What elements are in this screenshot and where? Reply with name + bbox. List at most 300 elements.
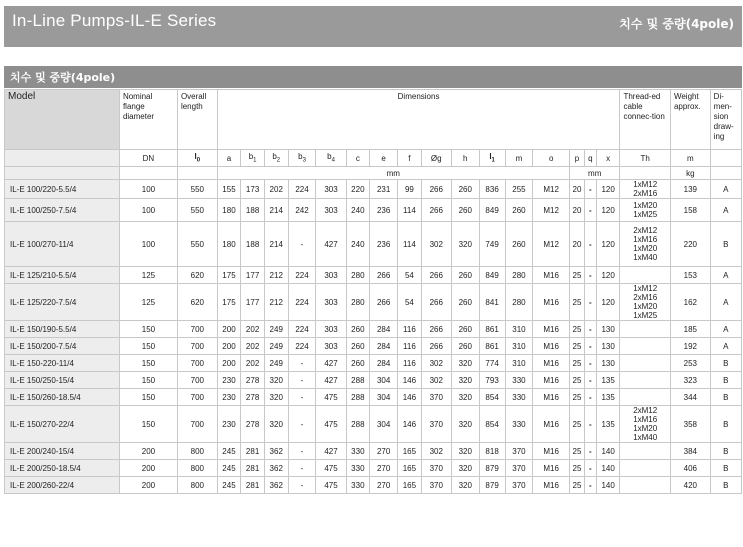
table-cell: 370 [505,477,533,494]
cell-model: IL-E 150/260-18.5/4 [5,389,120,406]
table-row [5,199,742,222]
table-cell: 150 [119,321,177,338]
table-cell: 25 [569,389,584,406]
sub-o: o [533,150,570,167]
table-cell: 861 [479,321,505,338]
table-cell: - [584,406,596,443]
table-cell: 25 [569,372,584,389]
table-cell: 185 [670,321,710,338]
table-cell: M16 [533,443,570,460]
subheader-row [5,150,742,167]
table-cell: 20 [569,199,584,222]
table-cell: 165 [398,477,422,494]
section-bar [4,66,742,88]
table-cell: 242 [288,199,316,222]
table-cell: 260 [451,199,479,222]
sub-dn: DN [119,150,177,167]
table-cell: 249 [264,338,288,355]
table-cell: 135 [596,372,620,389]
sub-c: c [346,150,370,167]
table-cell: 330 [346,477,370,494]
table-cell: 266 [421,180,451,199]
table-cell: 150 [119,389,177,406]
table-cell: 114 [398,199,422,222]
table-cell: 260 [346,355,370,372]
table-cell: 854 [479,406,505,443]
table-cell: 320 [451,460,479,477]
table-cell: 20 [569,180,584,199]
table-cell: 175 [217,284,241,321]
dimension-table [4,89,742,494]
page-title: In-Line Pumps-IL-E Series [12,11,217,30]
table-cell: 427 [316,355,346,372]
table-cell: 278 [241,406,265,443]
table-cell: 212 [264,284,288,321]
table-cell: 212 [264,267,288,284]
table-cell: 800 [177,460,217,477]
table-cell: 116 [398,355,422,372]
table-cell: - [288,355,316,372]
sub-g: Øg [421,150,451,167]
table-row [5,284,742,321]
table-cell: 330 [346,443,370,460]
cell-model: IL-E 100/220-5.5/4 [5,180,120,199]
table-cell: 255 [505,180,533,199]
table-cell [620,477,670,494]
table-cell: 550 [177,222,217,267]
table-cell [620,355,670,372]
units-dn-blank [119,167,177,180]
table-cell: 236 [370,222,398,267]
table-cell: 173 [241,180,265,199]
table-cell: 284 [370,321,398,338]
table-cell: 310 [505,321,533,338]
table-cell: 1xM20 1xM25 [620,199,670,222]
table-row [5,267,742,284]
table-cell: 700 [177,372,217,389]
table-row [5,406,742,443]
table-cell: 406 [670,460,710,477]
table-cell: 700 [177,406,217,443]
cell-model: IL-E 200/250-18.5/4 [5,460,120,477]
table-cell: 344 [670,389,710,406]
table-cell: 188 [241,222,265,267]
table-cell: 25 [569,355,584,372]
table-cell: 302 [421,222,451,267]
table-cell: 266 [421,321,451,338]
table-cell: B [710,443,741,460]
table-row [5,180,742,199]
table-cell: M16 [533,338,570,355]
section-title: 치수 및 중량(4pole) [10,71,116,84]
table-cell: 288 [346,372,370,389]
units-l0-blank [177,167,217,180]
table-cell: 284 [370,338,398,355]
table-cell: 220 [670,222,710,267]
table-cell [620,389,670,406]
table-cell: 320 [451,406,479,443]
page-header [4,6,742,47]
table-cell: 849 [479,267,505,284]
table-cell: 303 [316,267,346,284]
table-cell: 150 [119,338,177,355]
table-cell: 25 [569,477,584,494]
table-cell: 120 [596,267,620,284]
table-cell: B [710,222,741,267]
table-cell: - [584,338,596,355]
table-cell: 281 [241,443,265,460]
table-cell: 224 [288,284,316,321]
table-cell: 879 [479,460,505,477]
table-cell: 165 [398,460,422,477]
units-mm: mm [217,167,569,180]
col-dimensions: Dimensions [217,90,620,150]
table-cell: B [710,372,741,389]
table-cell: 120 [596,284,620,321]
table-cell: 175 [217,267,241,284]
table-cell: 54 [398,284,422,321]
table-cell: 150 [119,355,177,372]
table-cell: A [710,199,741,222]
table-cell: 427 [316,222,346,267]
sub-b2: $b_2$ [264,150,288,167]
cell-model: IL-E 100/270-11/4 [5,222,120,267]
cell-model: IL-E 150/270-22/4 [5,406,120,443]
table-cell: 202 [241,338,265,355]
table-cell: 100 [119,222,177,267]
table-cell: 278 [241,372,265,389]
table-cell: 266 [421,284,451,321]
table-cell: - [584,321,596,338]
sub-b4: $b_4$ [316,150,346,167]
table-cell: 841 [479,284,505,321]
sub-q: q [584,150,596,167]
table-cell: 362 [264,477,288,494]
table-cell: 281 [241,477,265,494]
table-cell: 475 [316,460,346,477]
table-cell: 25 [569,406,584,443]
table-cell: - [288,443,316,460]
table-cell: 139 [670,180,710,199]
table-cell: 245 [217,443,241,460]
table-cell: 260 [451,321,479,338]
table-cell [620,267,670,284]
table-cell: 370 [421,460,451,477]
sub-x: x [596,150,620,167]
table-row [5,460,742,477]
table-cell: 302 [421,443,451,460]
table-cell: 158 [670,199,710,222]
table-cell: - [584,389,596,406]
table-cell: 120 [596,180,620,199]
table-cell: 100 [119,180,177,199]
table-cell: 818 [479,443,505,460]
table-cell: - [288,406,316,443]
table-cell: 362 [264,443,288,460]
table-cell: 323 [670,372,710,389]
table-cell [620,372,670,389]
table-cell: 270 [370,443,398,460]
sub-f: f [398,150,422,167]
table-cell: A [710,321,741,338]
table-cell: 362 [264,460,288,477]
table-cell: 200 [119,477,177,494]
sub-p: p [569,150,584,167]
table-cell: 420 [670,477,710,494]
table-cell: 260 [451,284,479,321]
table-cell: 236 [370,199,398,222]
table-row [5,389,742,406]
table-cell: 146 [398,372,422,389]
table-cell: 270 [370,477,398,494]
table-cell: B [710,477,741,494]
table-cell: 230 [217,372,241,389]
table-cell: 620 [177,284,217,321]
table-cell: 861 [479,338,505,355]
cell-model: IL-E 100/250-7.5/4 [5,199,120,222]
table-cell: 320 [451,443,479,460]
table-cell: 304 [370,389,398,406]
table-cell: 320 [264,389,288,406]
table-cell: 202 [264,180,288,199]
col-weight: Weight approx. [670,90,710,150]
table-cell: 200 [119,460,177,477]
table-cell: 230 [217,389,241,406]
table-cell: 266 [421,199,451,222]
table-cell: 266 [421,338,451,355]
table-cell: 270 [370,460,398,477]
table-row [5,355,742,372]
table-cell: B [710,389,741,406]
table-cell: 224 [288,338,316,355]
table-cell: 266 [421,267,451,284]
table-cell: 125 [119,267,177,284]
cell-model: IL-E 150/200-7.5/4 [5,338,120,355]
table-cell: 320 [264,406,288,443]
table-cell: 304 [370,372,398,389]
table-cell: 135 [596,406,620,443]
table-cell: 1xM12 2xM16 1xM20 1xM25 [620,284,670,321]
table-cell: 220 [346,180,370,199]
table-row [5,338,742,355]
sub-th: Th [620,150,670,167]
table-cell: 140 [596,443,620,460]
table-cell: 249 [264,321,288,338]
table-cell: 140 [596,477,620,494]
cell-model: IL-E 125/220-7.5/4 [5,284,120,321]
table-cell: 2xM12 1xM16 1xM20 1xM40 [620,222,670,267]
table-cell: 280 [346,267,370,284]
table-cell: 25 [569,460,584,477]
table-cell: 150 [119,406,177,443]
table-cell: 303 [316,180,346,199]
table-cell: M16 [533,355,570,372]
table-row [5,477,742,494]
table-cell: 200 [217,321,241,338]
table-row [5,321,742,338]
table-cell: 140 [596,460,620,477]
table-cell: M16 [533,372,570,389]
table-cell: 130 [596,338,620,355]
table-cell: 427 [316,372,346,389]
sub-l0: $l_0$ [177,150,217,167]
cell-model: IL-E 150/250-15/4 [5,372,120,389]
table-cell: 260 [505,199,533,222]
sub-b3: $b_3$ [288,150,316,167]
table-cell: 475 [316,477,346,494]
table-cell: 288 [346,406,370,443]
table-cell: 99 [398,180,422,199]
table-cell: 330 [505,389,533,406]
col-l0: Overall length [177,90,217,150]
table-row [5,443,742,460]
table-cell: 188 [241,199,265,222]
table-cell: 475 [316,389,346,406]
cell-model: IL-E 200/240-15/4 [5,443,120,460]
table-cell: - [584,180,596,199]
table-cell: 153 [670,267,710,284]
table-cell: 836 [479,180,505,199]
table-cell: 303 [316,338,346,355]
sub-l1: $l_1$ [479,150,505,167]
table-cell [620,460,670,477]
table-cell: 249 [264,355,288,372]
table-cell: 310 [505,355,533,372]
cell-model: IL-E 125/210-5.5/4 [5,267,120,284]
table-cell: A [710,284,741,321]
cell-model: IL-E 150/190-5.5/4 [5,321,120,338]
table-cell: 150 [119,372,177,389]
table-cell: 25 [569,267,584,284]
table-cell: 146 [398,406,422,443]
sub-e: e [370,150,398,167]
table-cell: 245 [217,477,241,494]
table-cell: 230 [217,406,241,443]
table-cell: 116 [398,321,422,338]
table-cell: 288 [346,389,370,406]
table-cell: 224 [288,321,316,338]
table-cell: 114 [398,222,422,267]
units-mm2: mm [569,167,620,180]
table-cell: 165 [398,443,422,460]
table-cell [620,443,670,460]
table-cell: 302 [421,372,451,389]
sub-weight-m: m [670,150,710,167]
table-cell: 253 [670,355,710,372]
col-drawing: Di-men-sion draw-ing [710,90,741,150]
table-cell: 224 [288,180,316,199]
table-cell: M16 [533,389,570,406]
table-cell: 200 [217,355,241,372]
table-cell: 320 [451,389,479,406]
table-cell: 180 [217,199,241,222]
table-cell: 320 [451,355,479,372]
units-th-blank [620,167,670,180]
table-cell: 245 [217,460,241,477]
table-cell: 240 [346,222,370,267]
table-cell: 125 [119,284,177,321]
table-cell: 854 [479,389,505,406]
table-cell: 162 [670,284,710,321]
table-cell: 370 [505,443,533,460]
table-cell: 302 [421,355,451,372]
table-cell: B [710,460,741,477]
cell-model: IL-E 150-220-11/4 [5,355,120,372]
table-cell: 135 [596,389,620,406]
table-cell: 155 [217,180,241,199]
table-cell: 130 [596,321,620,338]
table-cell: 320 [264,372,288,389]
table-cell: M16 [533,477,570,494]
table-cell: 370 [505,460,533,477]
table-cell: 303 [316,284,346,321]
table-cell: 475 [316,406,346,443]
col-dn: Nominal flange diameter [119,90,177,150]
table-cell: 177 [241,284,265,321]
header-row [5,90,742,150]
table-cell: 303 [316,321,346,338]
table-cell: 320 [451,222,479,267]
table-cell: - [288,222,316,267]
table-row [5,222,742,267]
table-cell: 214 [264,222,288,267]
table-cell: 200 [119,443,177,460]
table-cell: 202 [241,355,265,372]
table-cell: A [710,267,741,284]
table-cell: 749 [479,222,505,267]
table-cell: 260 [451,338,479,355]
table-cell [620,321,670,338]
sub-h: h [451,150,479,167]
units-kg: kg [670,167,710,180]
table-cell: 180 [217,222,241,267]
table-cell: 120 [596,222,620,267]
header-subtitle: 치수 및 중량(4pole) [619,17,734,31]
table-cell: 793 [479,372,505,389]
table-cell: 260 [451,267,479,284]
table-cell: 200 [217,338,241,355]
table-cell: 358 [670,406,710,443]
table-cell: 25 [569,443,584,460]
table-cell: 240 [346,199,370,222]
table-cell: 280 [346,284,370,321]
table-cell: 330 [505,372,533,389]
table-cell: 278 [241,389,265,406]
table-cell: 427 [316,443,346,460]
sub-b1: $b_1$ [241,150,265,167]
table-cell: 25 [569,321,584,338]
table-cell: 280 [505,267,533,284]
table-cell: 116 [398,338,422,355]
table-cell: 330 [346,460,370,477]
table-cell: 330 [505,406,533,443]
table-cell: 700 [177,338,217,355]
table-cell: 25 [569,284,584,321]
subheader-blank [5,150,120,167]
table-cell: - [584,460,596,477]
table-cell: 260 [505,222,533,267]
table-cell: 120 [596,199,620,222]
table-cell: 370 [421,406,451,443]
table-cell: 130 [596,355,620,372]
table-cell: 25 [569,338,584,355]
table-cell: 700 [177,321,217,338]
table-cell: - [584,372,596,389]
table-cell: 192 [670,338,710,355]
table-cell: 146 [398,389,422,406]
table-cell: 281 [241,460,265,477]
table-cell: 370 [421,477,451,494]
